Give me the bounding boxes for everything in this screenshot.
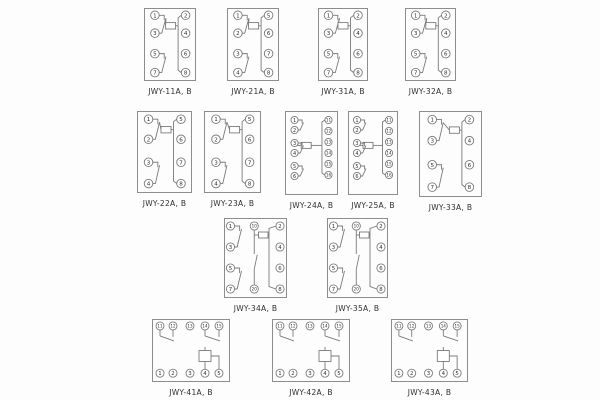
contact-switch-icon [235,271,242,289]
terminal-number: 7 [153,70,157,77]
relay-schematic [318,8,368,81]
relay-diagram-jwy-11a [144,8,196,96]
terminal-bus [438,15,441,72]
terminal-number: 4 [379,244,383,251]
terminal-number: 15 [336,323,342,329]
terminal-number: 2 [444,13,448,20]
terminal-number: 7 [179,160,183,167]
terminal-number: 1 [397,371,401,378]
terminal-number: 15 [216,323,222,329]
terminal-number: 7 [266,51,271,58]
terminal-number: 14 [322,323,328,329]
terminal-number: 3 [214,160,218,167]
terminal-number: 20 [353,286,359,292]
contact-switch-icon [298,123,303,131]
terminal-number: 8 [179,181,183,188]
contact-switch-icon [242,15,247,20]
terminal-number: 5 [331,265,336,272]
terminal-number: 14 [440,323,446,329]
contact-switch-icon [361,166,365,170]
terminal-number: 4 [467,138,472,145]
terminal-bus [322,120,325,175]
contact-switch-icon [333,15,338,20]
terminal-number: 1 [331,223,336,230]
terminal-number: 2 [146,137,151,144]
terminal-number: 7 [331,286,336,293]
contact-switch-icon [437,123,444,141]
terminal-number: 4 [183,31,188,38]
terminal-bus [351,15,354,72]
terminal-number: 1 [158,371,162,378]
terminal-number: 3 [228,244,233,251]
terminal-number: 2 [355,127,359,134]
relay-diagram-jwy-41a [152,319,230,397]
terminal-number: 3 [413,31,418,38]
terminal-number: 2 [278,223,282,230]
terminal-number: 14 [202,323,208,329]
terminal-number: 4 [146,181,151,188]
terminal-number: 3 [331,244,336,251]
terminal-number: 3 [236,51,240,58]
terminal-number: 12 [386,128,392,134]
terminal-number: 1 [413,13,418,20]
terminal-bus [242,119,245,183]
terminal-number: 1 [278,371,282,378]
terminal-number: 4 [278,244,282,251]
contact-switch-icon [220,119,225,124]
diagram-label: JWY-24A, B [289,201,334,210]
contact-switch-icon [205,336,220,341]
contact-switch-icon [235,268,240,273]
terminal-number: 13 [187,323,193,329]
coil-icon [166,23,176,29]
terminal-number: 12 [290,323,296,329]
contact-switch-icon [437,168,444,187]
relay-schematic [405,8,456,81]
terminal-number: 6 [355,173,359,180]
terminal-number: 20 [251,286,257,292]
terminal-number: 6 [444,51,448,58]
terminal-number: 8 [379,286,383,293]
terminal-number: 4 [236,70,240,77]
terminal-number: 5 [430,162,435,169]
terminal-number: 4 [441,371,446,378]
contact-switch-icon [325,336,340,341]
terminal-number: 4 [355,150,359,157]
terminal-number: 6 [183,51,188,58]
coil-icon [161,127,171,133]
contact-switch-icon [153,162,158,167]
diagram-label: JWY-32A, B [408,87,453,96]
terminal-number: 11 [325,117,332,123]
contact-switch-icon [159,57,166,73]
terminal-number: 7 [430,185,435,192]
terminal-number: 3 [430,138,435,145]
terminal-number: 1 [355,117,359,124]
contact-switch-icon [399,336,413,341]
diagram-label: JWY-25A, B [351,201,395,210]
contact-switch-icon [153,119,158,124]
contact-switch-icon [338,271,345,289]
relay-diagram-jwy-24a [285,111,338,210]
terminal-number: 5 [413,51,418,58]
contact-switch-icon [159,15,164,20]
contact-switch-icon [160,336,174,341]
contact-switch-icon [420,57,427,73]
contact-switch-icon [298,166,302,170]
diagram-label: JWY-23A, B [210,199,255,208]
relay-schematic [391,319,468,382]
terminal-number: 5 [228,265,233,272]
terminal-number: 5 [153,51,157,58]
terminal-number: 2 [236,31,240,38]
terminal-number: 4 [444,31,448,38]
contact-switch-icon [220,165,227,183]
wire [211,356,219,369]
terminal-number: 5 [326,51,331,58]
terminal-number: 1 [214,117,218,124]
contact-switch-icon [220,122,227,139]
coil-icon [426,23,436,29]
terminal-number: 1 [292,117,297,124]
relay-diagram-jwy-23a [204,111,261,208]
terminal-number: 15 [454,323,460,329]
terminal-number: 5 [217,371,221,378]
terminal-number: 12 [409,323,415,329]
contact-switch-icon [333,57,340,73]
terminal-bus [269,226,276,289]
wire [331,356,339,369]
terminal-number: 10 [353,223,359,229]
terminal-number: 11 [277,323,283,329]
relay-diagram-jwy-35a [327,218,388,313]
contact-switch-icon [220,162,225,167]
terminal-number: 11 [157,323,163,329]
relay-schematic [224,218,287,298]
terminal-number: 7 [228,286,233,293]
terminal-number: 7 [326,70,331,77]
diagram-label: JWY-33A, B [428,203,473,212]
diagram-label: JWY-42A, B [289,388,333,397]
relay-diagram-jwy-21a [227,8,279,96]
contact-switch-icon [361,123,366,131]
coil-icon [437,351,449,362]
terminal-number: 2 [467,117,472,124]
relay-diagram-jwy-32a [405,8,456,96]
terminal-number: 16 [325,172,332,178]
terminal-number: 3 [153,31,157,38]
terminal-number: 12 [325,128,332,134]
terminal-number: 16 [386,172,392,178]
coil-icon [449,127,459,133]
contact-switch-icon [333,54,338,59]
contact-switch-icon [235,226,240,231]
terminal-number: 2 [214,137,218,144]
terminal-number: 5 [179,117,183,124]
diagram-label: JWY-41A, B [169,388,213,397]
terminal-number: 6 [379,265,383,272]
terminal-number: 1 [228,223,233,230]
contact-switch-icon [242,54,247,59]
terminal-number: 3 [426,371,431,378]
contact-switch-icon [361,120,365,124]
terminal-number: 1 [153,13,157,20]
relay-diagram-jwy-42a [272,319,350,397]
terminal-number: 13 [325,139,332,145]
diagram-label: JWY-21A, B [231,87,275,96]
terminal-bus [462,120,465,188]
contact-switch-icon [254,255,257,269]
contact-switch-icon [356,255,359,269]
terminal-number: 7 [247,160,252,167]
terminal-number: 6 [467,162,472,169]
contact-switch-icon [153,122,160,139]
terminal-number: 2 [171,371,175,378]
terminal-number: 4 [323,371,327,378]
terminal-number: 8 [356,70,360,77]
terminal-number: 10 [251,223,257,229]
terminal-number: 2 [292,127,297,134]
terminal-number: 4 [356,31,360,38]
terminal-number: 3 [308,371,312,378]
relay-schematic [327,218,388,298]
relay-schematic [137,111,192,193]
terminal-number: 6 [356,51,360,58]
relay-diagram-jwy-31a [318,8,368,96]
diagram-label: JWY-35A, B [335,304,380,313]
relay-schematic [419,111,482,197]
contact-switch-icon [338,268,343,273]
terminal-number: 6 [266,31,271,38]
terminal-number: 14 [386,150,392,156]
terminal-number: 13 [307,323,313,329]
terminal-number: 15 [386,161,392,167]
contact-switch-icon [437,165,442,170]
relay-diagram-jwy-22a [137,111,192,208]
contact-switch-icon [338,226,343,231]
relay-schematic [204,111,261,193]
terminal-number: 2 [410,371,414,378]
contact-switch-icon [280,336,294,341]
terminal-number: 1 [430,117,435,124]
terminal-bus [383,120,386,175]
terminal-number: 1 [146,117,151,124]
terminal-number: 11 [396,323,402,329]
terminal-number: 2 [379,223,383,230]
diagram-label: JWY-22A, B [142,199,187,208]
contact-switch-icon [437,120,442,125]
terminal-number: 14 [325,150,332,156]
terminal-number: 6 [292,173,297,180]
terminal-number: 8 [444,70,448,77]
terminal-number: 8 [467,185,472,192]
terminal-number: 4 [292,150,297,157]
terminal-bus [261,15,264,72]
relay-schematic [152,319,230,382]
terminal-number: 4 [203,371,207,378]
coil-icon [259,232,269,238]
terminal-bus [370,226,377,289]
coil-icon [319,351,331,362]
terminal-number: 6 [278,265,282,272]
relay-diagram-jwy-34a [224,218,287,313]
relay-diagram-jwy-43a [391,319,468,397]
contact-switch-icon [235,229,242,247]
contact-switch-icon [159,54,164,59]
terminal-bus [178,15,181,72]
contact-switch-icon [443,336,458,341]
relay-diagram-jwy-25a [348,111,398,210]
wire [443,123,449,131]
terminal-number: 15 [325,161,332,167]
contact-switch-icon [159,18,166,33]
terminal-number: 8 [247,181,252,188]
terminal-number: 2 [356,13,360,20]
terminal-number: 12 [170,323,176,329]
coil-icon [360,232,370,238]
diagram-label: JWY-11A, B [148,87,192,96]
terminal-bus [174,119,177,183]
coil-icon [249,23,259,29]
wire [449,356,457,369]
terminal-number: 6 [247,137,252,144]
terminal-number: 5 [292,163,297,170]
terminal-number: 5 [355,163,359,170]
terminal-number: 3 [326,31,331,38]
contact-switch-icon [420,15,425,20]
terminal-number: 1 [236,13,240,20]
terminal-number: 3 [292,140,297,147]
diagram-label: JWY-43A, B [407,388,452,397]
contact-switch-icon [298,120,302,124]
terminal-number: 13 [425,323,432,329]
contact-switch-icon [242,18,249,33]
relay-schematic [348,111,398,195]
terminal-number: 3 [146,160,151,167]
terminal-number: 3 [355,140,359,147]
diagram-label: JWY-31A, B [321,87,365,96]
contact-switch-icon [298,169,303,177]
coil-icon [199,351,211,362]
terminal-number: 5 [247,117,252,124]
terminal-number: 1 [326,13,331,20]
contact-switch-icon [338,229,345,247]
relay-diagram-jwy-33a [419,111,482,212]
terminal-number: 13 [386,139,392,145]
terminal-number: 8 [278,286,282,293]
diagram-label: JWY-34A, B [233,304,278,313]
contact-switch-icon [420,54,425,59]
terminal-number: 7 [413,70,418,77]
relay-schematic [272,319,350,382]
terminal-number: 4 [214,181,218,188]
terminal-number: 2 [291,371,295,378]
terminal-number: 8 [266,70,271,77]
relay-schematic [144,8,196,81]
terminal-number: 11 [386,117,392,123]
terminal-number: 3 [188,371,192,378]
terminal-number: 5 [337,371,341,378]
terminal-number: 8 [183,70,188,77]
terminal-number: 5 [455,371,459,378]
contact-switch-icon [153,165,160,183]
coil-icon [230,127,240,133]
terminal-number: 2 [183,13,188,20]
contact-switch-icon [242,57,249,73]
terminal-number: 5 [266,13,271,20]
relay-schematic [227,8,279,81]
terminal-number: 6 [179,137,183,144]
relay-schematic [285,111,338,195]
coil-icon [338,23,348,29]
contact-switch-icon [361,169,366,177]
